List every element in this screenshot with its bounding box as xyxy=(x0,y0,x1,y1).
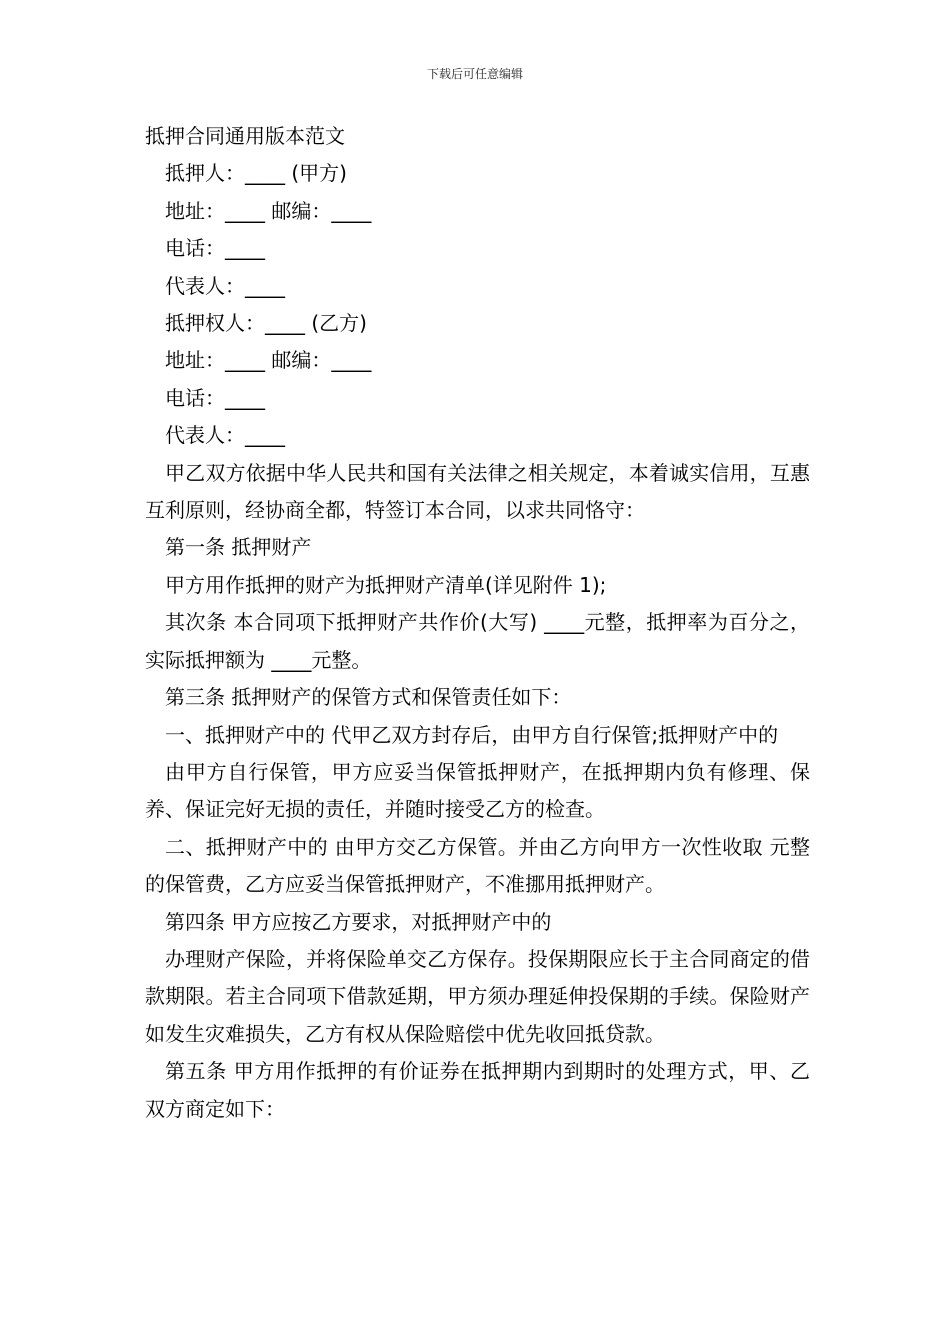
article3-item1: 一、抵押财产中的 代甲乙双方封存后，由甲方自行保管;抵押财产中的 xyxy=(165,722,779,747)
document-body xyxy=(145,118,810,1128)
article4-heading: 第四条 甲方应按乙方要求，对抵押财产中的 xyxy=(165,909,552,934)
article3-item2: 二、抵押财产中的 由甲方交乙方保管。并由乙方向甲方一次性收取 元整的保管费，乙方应妥当保管抵押财产，不准挪用抵押财产。 xyxy=(145,834,810,897)
party-b-mortgagee: 抵押权人：____ (乙方) xyxy=(165,311,367,336)
party-a-address: 地址：____ 邮编：____ xyxy=(165,198,372,223)
party-a-mortgagor: 抵押人：____ (甲方) xyxy=(165,161,347,186)
article1-body: 甲方用作抵押的财产为抵押财产清单(详见附件 1); xyxy=(165,572,607,597)
article1-heading: 第一条 抵押财产 xyxy=(165,535,312,560)
party-b-address: 地址：____ 邮编：____ xyxy=(165,348,372,373)
header-note: 下载后可任意编辑 xyxy=(426,67,523,81)
party-b-phone: 电话：____ xyxy=(165,385,265,410)
document-title: 抵押合同通用版本范文 xyxy=(145,124,345,148)
preamble-paragraph: 甲乙双方依据中华人民共和国有关法律之相关规定，本着诚实信用，互惠互利原则，经协商全都，特签订本合同，以求共同恪守： xyxy=(145,460,810,523)
article3-heading: 第三条 抵押财产的保管方式和保管责任如下： xyxy=(165,685,572,710)
article3-item1-continued: 由甲方自行保管，甲方应妥当保管抵押财产，在抵押期内负有修理、保养、保证完好无损的责任，并随时接受乙方的检查。 xyxy=(145,759,810,822)
party-a-phone: 电话：____ xyxy=(165,236,265,261)
article2-paragraph: 其次条 本合同项下抵押财产共作价(大写) ____元整，抵押率为百分之，实际抵押额为 ____元整。 xyxy=(145,610,810,672)
party-a-representative: 代表人：____ xyxy=(165,273,285,298)
party-b-representative: 代表人：____ xyxy=(165,423,285,448)
article4-body: 办理财产保险，并将保险单交乙方保存。投保期限应长于主合同商定的借款期限。若主合同项下借款延期，甲方须办理延伸投保期的手续。保险财产如发生灾难损失，乙方有权从保险赔偿中优先收回抵贷款。 xyxy=(145,946,810,1046)
article5-paragraph: 第五条 甲方用作抵押的有价证券在抵押期内到期时的处理方式，甲、乙双方商定如下： xyxy=(145,1059,810,1121)
